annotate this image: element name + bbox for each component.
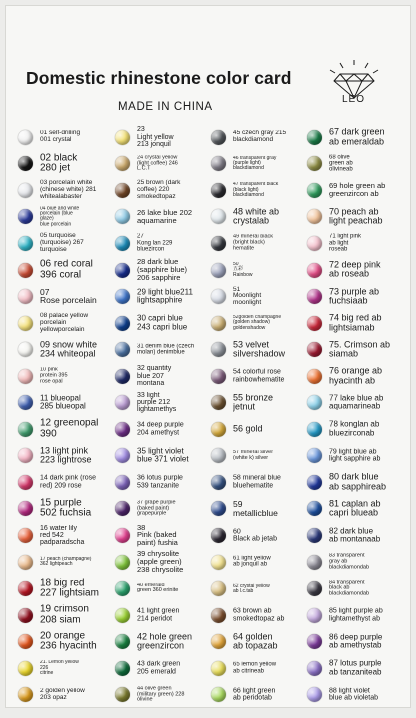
color-swatch-item bbox=[307, 283, 405, 310]
swatch-label: 61 light yellow ab jonquil ab bbox=[233, 555, 271, 569]
color-swatch-item bbox=[18, 230, 116, 257]
rhinestone-swatch bbox=[115, 236, 130, 251]
swatch-label: 34 deep purple 204 amethyst bbox=[137, 421, 184, 437]
rhinestone-swatch bbox=[115, 369, 130, 384]
rhinestone-swatch bbox=[115, 263, 130, 278]
swatch-label: 77 lake blue ab aquamarineab bbox=[329, 394, 384, 411]
color-swatch-item bbox=[18, 469, 116, 496]
swatch-label: 56 gold bbox=[233, 424, 263, 434]
rhinestone-swatch bbox=[115, 395, 130, 410]
color-swatch-item bbox=[211, 390, 309, 417]
rhinestone-swatch bbox=[18, 634, 33, 649]
swatch-label: 40 emerald green 360 erinite bbox=[137, 582, 179, 594]
rhinestone-swatch bbox=[115, 475, 130, 490]
rhinestone-swatch bbox=[211, 130, 226, 145]
color-swatch-item bbox=[115, 628, 213, 655]
swatch-label: 51 Moonlight moonlight bbox=[233, 286, 262, 306]
color-swatch-item bbox=[115, 575, 213, 602]
rhinestone-swatch bbox=[307, 555, 322, 570]
swatch-column-2 bbox=[115, 124, 213, 708]
rhinestone-swatch bbox=[211, 501, 226, 516]
swatch-label: 80 dark blue ab sapphireab bbox=[329, 472, 387, 492]
color-swatch-item bbox=[115, 549, 213, 576]
swatch-label: 72 deep pink ab roseab bbox=[329, 260, 381, 280]
color-swatch-item bbox=[115, 682, 213, 708]
color-swatch-item bbox=[211, 151, 309, 178]
rhinestone-swatch bbox=[307, 634, 322, 649]
swatch-column-3 bbox=[211, 124, 309, 708]
rhinestone-swatch bbox=[211, 156, 226, 171]
rhinestone-swatch bbox=[211, 608, 226, 623]
swatch-label: 37 grape purple (baked paint) grapepurple bbox=[137, 500, 176, 517]
swatch-label: 08 palace yellow porcelain yellowporcelain bbox=[40, 312, 89, 333]
color-swatch-item bbox=[18, 363, 116, 390]
rhinestone-swatch bbox=[307, 263, 322, 278]
swatch-label: 26 lake blue 202 aquamarine bbox=[137, 209, 193, 225]
color-swatch-item bbox=[115, 177, 213, 204]
color-swatch-item bbox=[307, 522, 405, 549]
swatch-label: 07 Rose porcelain bbox=[40, 287, 97, 306]
color-swatch-item bbox=[18, 204, 116, 231]
color-card bbox=[5, 5, 411, 708]
rhinestone-swatch bbox=[18, 183, 33, 198]
color-swatch-item bbox=[211, 655, 309, 682]
rhinestone-swatch bbox=[115, 316, 130, 331]
rhinestone-swatch bbox=[307, 528, 322, 543]
swatch-label: 47 transparent black (black light) blackdiamond bbox=[233, 182, 279, 198]
color-swatch-item bbox=[115, 469, 213, 496]
color-swatch-item bbox=[18, 177, 116, 204]
color-swatch-item bbox=[307, 336, 405, 363]
color-swatch-item bbox=[211, 257, 309, 284]
color-swatch-item bbox=[115, 283, 213, 310]
rhinestone-swatch bbox=[18, 501, 33, 516]
swatch-column-1 bbox=[18, 124, 116, 708]
swatch-label: 38 Pink (baked paint) fushia bbox=[137, 523, 178, 548]
swatch-label: 53 velvet silvershadow bbox=[233, 340, 286, 359]
color-swatch-item bbox=[115, 230, 213, 257]
swatch-label: 57 mineral silver (white k) silver bbox=[233, 450, 274, 461]
swatch-label: 04 blue and white porcelain (blue glaze) blue porcelain bbox=[40, 206, 80, 228]
swatch-label: 81 caplan ab capri blueab bbox=[329, 499, 381, 518]
rhinestone-swatch bbox=[115, 289, 130, 304]
swatch-label: 23 Light yellow 213 jonquil bbox=[137, 126, 174, 148]
swatch-label: 03 porcelain white (chinese white) 281 whitealabaster bbox=[40, 180, 97, 200]
rhinestone-swatch bbox=[115, 501, 130, 516]
color-swatch-item bbox=[211, 336, 309, 363]
color-swatch-item bbox=[307, 682, 405, 708]
swatch-label: 41 light green 214 peridot bbox=[137, 607, 180, 623]
rhinestone-swatch bbox=[18, 289, 33, 304]
color-swatch-item bbox=[115, 496, 213, 523]
rhinestone-swatch bbox=[18, 130, 33, 145]
rhinestone-swatch bbox=[307, 422, 322, 437]
swatch-label: 73 purple ab fuchsiaab bbox=[329, 287, 380, 306]
swatch-label: 32 quantity blue 207 montana bbox=[137, 365, 172, 387]
color-swatch-item bbox=[307, 443, 405, 470]
swatch-label: 83 transparent gray ab blackdiamondab bbox=[329, 553, 370, 570]
swatch-label: 68 olive green ab olivineab bbox=[329, 154, 353, 173]
color-swatch-item bbox=[211, 204, 309, 231]
rhinestone-swatch bbox=[307, 661, 322, 676]
swatch-label: 09 snow white 234 whiteopal bbox=[40, 340, 98, 359]
swatch-label: 75. Crimson ab siamab bbox=[329, 340, 391, 359]
color-swatch-item bbox=[307, 628, 405, 655]
color-swatch-item bbox=[18, 124, 116, 151]
color-swatch-item bbox=[18, 655, 116, 682]
rhinestone-swatch bbox=[211, 263, 226, 278]
swatch-label: 02 black 280 jet bbox=[40, 153, 78, 174]
rhinestone-swatch bbox=[307, 156, 322, 171]
rhinestone-swatch bbox=[211, 395, 226, 410]
color-swatch-item bbox=[115, 257, 213, 284]
swatch-label: 27 Kong lan 229 bluezircon bbox=[137, 234, 173, 253]
swatch-label: 36 lotus purple 539 tanzanite bbox=[137, 475, 183, 490]
swatch-label: 45 czech gray 215 blackdiamond bbox=[233, 130, 287, 144]
rhinestone-swatch bbox=[115, 528, 130, 543]
swatch-label: 12 greenopal 390 bbox=[40, 418, 99, 440]
color-swatch-item bbox=[115, 336, 213, 363]
color-swatch-item bbox=[307, 655, 405, 682]
color-swatch-item bbox=[18, 549, 116, 576]
swatch-label: 59 metallicblue bbox=[233, 500, 278, 518]
rhinestone-swatch bbox=[18, 581, 33, 596]
color-swatch-item bbox=[211, 230, 309, 257]
color-swatch-item bbox=[307, 549, 405, 576]
swatch-label: 50 五彩 Rainbow bbox=[233, 262, 253, 278]
swatch-label: 63 brown ab smokedtopaz ab bbox=[233, 607, 285, 623]
swatch-label: 25 brown (dark coffee) 220 smokedtopaz bbox=[137, 180, 181, 200]
swatch-label: 69 hole green ab greenzircon ab bbox=[329, 182, 386, 199]
color-swatch-item bbox=[307, 390, 405, 417]
swatch-label: 20 orange 236 hyacinth bbox=[40, 631, 97, 652]
swatch-label: 64 golden ab topazab bbox=[233, 632, 278, 651]
color-swatch-item bbox=[211, 469, 309, 496]
rhinestone-swatch bbox=[18, 395, 33, 410]
swatch-label: 31 denim blue (czech molan) denimblue bbox=[137, 343, 195, 356]
color-swatch-item bbox=[18, 257, 116, 284]
rhinestone-swatch bbox=[307, 608, 322, 623]
rhinestone-swatch bbox=[115, 183, 130, 198]
rhinestone-swatch bbox=[18, 342, 33, 357]
color-swatch-item bbox=[115, 416, 213, 443]
swatch-label: 74 big red ab lightsiamab bbox=[329, 313, 382, 333]
rhinestone-swatch bbox=[211, 183, 226, 198]
rhinestone-swatch bbox=[18, 475, 33, 490]
swatch-label: 43 dark green 205 emerald bbox=[137, 660, 181, 676]
color-swatch-item bbox=[211, 124, 309, 151]
rhinestone-swatch bbox=[307, 581, 322, 596]
color-swatch-item bbox=[211, 628, 309, 655]
rhinestone-swatch bbox=[211, 422, 226, 437]
color-swatch-item bbox=[307, 575, 405, 602]
color-swatch-item bbox=[115, 204, 213, 231]
swatch-label: 18 big red 227 lightsiam bbox=[40, 578, 99, 599]
swatch-label: 42 hole green greenzircon bbox=[137, 632, 193, 651]
swatch-label: 28 dark blue (sapphire blue) 206 sapphire bbox=[137, 258, 188, 282]
rhinestone-swatch bbox=[115, 130, 130, 145]
swatch-label: 60 Black ab jetab bbox=[233, 528, 277, 543]
color-swatch-item bbox=[18, 682, 116, 708]
color-swatch-item bbox=[307, 310, 405, 337]
rhinestone-swatch bbox=[115, 422, 130, 437]
color-swatch-item bbox=[211, 310, 309, 337]
swatch-label: 10 pink protein 395 rose opal bbox=[40, 367, 68, 385]
swatch-label: 06 red coral 396 coral bbox=[40, 259, 93, 281]
swatch-column-4 bbox=[307, 124, 405, 708]
swatch-label: 78 konglan ab bluezirconab bbox=[329, 420, 380, 438]
swatch-label: 2 golden yellow 203 opaz bbox=[40, 688, 85, 701]
rhinestone-swatch bbox=[18, 528, 33, 543]
rhinestone-swatch bbox=[18, 316, 33, 331]
color-swatch-item bbox=[18, 283, 116, 310]
rhinestone-swatch bbox=[211, 581, 226, 596]
rhinestone-swatch bbox=[307, 369, 322, 384]
rhinestone-swatch bbox=[211, 342, 226, 357]
rhinestone-swatch bbox=[18, 369, 33, 384]
swatch-label: 70 peach ab light peachab bbox=[329, 207, 383, 226]
rhinestone-swatch bbox=[307, 687, 322, 702]
color-swatch-item bbox=[18, 575, 116, 602]
rhinestone-swatch bbox=[18, 422, 33, 437]
page-subtitle: MADE IN CHINA bbox=[118, 101, 213, 113]
rhinestone-swatch bbox=[18, 156, 33, 171]
rhinestone-swatch bbox=[18, 555, 33, 570]
color-swatch-item bbox=[18, 390, 116, 417]
color-swatch-item bbox=[18, 496, 116, 523]
color-swatch-item bbox=[307, 230, 405, 257]
rhinestone-swatch bbox=[211, 289, 226, 304]
rhinestone-swatch bbox=[307, 342, 322, 357]
swatch-label: 30 capri blue 243 capri blue bbox=[137, 314, 188, 332]
rhinestone-swatch bbox=[115, 608, 130, 623]
rhinestone-swatch bbox=[307, 448, 322, 463]
rhinestone-swatch bbox=[211, 634, 226, 649]
color-swatch-item bbox=[115, 124, 213, 151]
rhinestone-swatch bbox=[18, 263, 33, 278]
color-swatch-item bbox=[307, 496, 405, 523]
swatch-label: 05 turquoise (turquoise) 267 turquoise bbox=[40, 233, 84, 253]
swatch-label: 35 light violet blue 371 violet bbox=[137, 447, 189, 464]
swatch-label: 19 crimson 208 siam bbox=[40, 604, 89, 626]
rhinestone-swatch bbox=[211, 369, 226, 384]
color-swatch-item bbox=[211, 549, 309, 576]
color-swatch-item bbox=[115, 655, 213, 682]
rhinestone-swatch bbox=[18, 448, 33, 463]
color-swatch-item bbox=[211, 496, 309, 523]
swatch-label: 82 dark blue ab montanaab bbox=[329, 527, 381, 544]
rhinestone-swatch bbox=[211, 661, 226, 676]
rhinestone-swatch bbox=[18, 687, 33, 702]
color-swatch-item bbox=[18, 336, 116, 363]
color-swatch-item bbox=[18, 416, 116, 443]
rhinestone-swatch bbox=[211, 555, 226, 570]
rhinestone-swatch bbox=[211, 528, 226, 543]
rhinestone-swatch bbox=[18, 209, 33, 224]
swatch-label: 84 transparent black ab blackdiamondab bbox=[329, 579, 370, 597]
color-swatch-item bbox=[307, 363, 405, 390]
rhinestone-swatch bbox=[18, 608, 33, 623]
rhinestone-swatch bbox=[115, 634, 130, 649]
swatch-label: 79 light blue ab light sapphire ab bbox=[329, 448, 381, 463]
swatch-label: 11 blueopal 285 blueopal bbox=[40, 394, 86, 411]
swatch-label: 66 light green ab peridotab bbox=[233, 687, 276, 702]
rhinestone-swatch bbox=[115, 581, 130, 596]
color-swatch-item bbox=[211, 363, 309, 390]
color-swatch-item bbox=[211, 177, 309, 204]
swatch-label: 13 light pink 223 lightrose bbox=[40, 446, 92, 465]
rhinestone-swatch bbox=[18, 236, 33, 251]
logo-text: LEO bbox=[342, 94, 366, 105]
swatch-label: 87 lotus purple ab tanzaniteab bbox=[329, 659, 382, 677]
rhinestone-swatch bbox=[307, 316, 322, 331]
swatch-label: 33 light purple 212 lightamethys bbox=[137, 391, 177, 414]
swatch-label: 39 chrysolite (apple green) 238 chrysolite bbox=[137, 550, 184, 574]
swatch-label: 15 purple 502 fuchsia bbox=[40, 498, 92, 519]
rhinestone-swatch bbox=[307, 475, 322, 490]
rhinestone-swatch bbox=[115, 342, 130, 357]
rhinestone-swatch bbox=[115, 156, 130, 171]
swatch-label: 49 mineral black (bright black) hematite bbox=[233, 234, 274, 252]
rhinestone-swatch bbox=[115, 209, 130, 224]
swatch-label: 76 orange ab hyacinth ab bbox=[329, 366, 383, 386]
rhinestone-swatch bbox=[115, 687, 130, 702]
rhinestone-swatch bbox=[211, 209, 226, 224]
swatch-label: 55 bronze jetnut bbox=[233, 393, 274, 412]
rhinestone-swatch bbox=[307, 236, 322, 251]
color-swatch-item bbox=[307, 469, 405, 496]
swatch-label: 24 crystal yellow (light coffee) 246 L.C.T bbox=[137, 155, 178, 172]
color-swatch-item bbox=[18, 443, 116, 470]
swatch-label: 44 olive green (military green) 228 olivine bbox=[137, 686, 185, 703]
rhinestone-swatch bbox=[18, 661, 33, 676]
swatch-label: 86 deep purple ab amethystab bbox=[329, 633, 383, 650]
rhinestone-swatch bbox=[307, 289, 322, 304]
color-swatch-item bbox=[18, 522, 116, 549]
rhinestone-swatch bbox=[307, 501, 322, 516]
rhinestone-swatch bbox=[307, 395, 322, 410]
rhinestone-swatch bbox=[211, 236, 226, 251]
swatch-label: 48 white ab crystalab bbox=[233, 207, 280, 226]
color-swatch-item bbox=[115, 522, 213, 549]
rhinestone-swatch bbox=[307, 183, 322, 198]
color-swatch-item bbox=[18, 602, 116, 629]
color-swatch-item bbox=[115, 443, 213, 470]
rhinestone-swatch bbox=[211, 316, 226, 331]
color-swatch-item bbox=[18, 151, 116, 178]
swatch-label: 67 dark green ab emeraldab bbox=[329, 127, 385, 147]
color-swatch-item bbox=[211, 575, 309, 602]
swatch-label: 58 mineral blue bluehematite bbox=[233, 475, 281, 490]
color-swatch-item bbox=[211, 283, 309, 310]
rhinestone-swatch bbox=[211, 448, 226, 463]
rhinestone-swatch bbox=[115, 448, 130, 463]
swatch-label: 65 lemon yellow ab citrineab bbox=[233, 661, 277, 675]
swatch-label: 01 self-drilling 001 crystal bbox=[40, 130, 81, 144]
rhinestone-swatch bbox=[307, 130, 322, 145]
color-swatch-item bbox=[115, 602, 213, 629]
swatch-label: 29 light blue211 lightsapphire bbox=[137, 288, 193, 305]
swatch-label: 85 light purple ab lightamethyst ab bbox=[329, 607, 383, 623]
color-swatch-item bbox=[115, 310, 213, 337]
color-swatch-item bbox=[307, 257, 405, 284]
color-swatch-item bbox=[211, 443, 309, 470]
swatch-label: 62 crystal yellow ab l.c.tab bbox=[233, 583, 270, 594]
rhinestone-swatch bbox=[115, 661, 130, 676]
color-swatch-item bbox=[211, 682, 309, 708]
color-swatch-item bbox=[307, 416, 405, 443]
swatch-label: 21. Lemon yellow 226 citrine bbox=[40, 660, 79, 676]
color-swatch-item bbox=[211, 522, 309, 549]
color-swatch-item bbox=[115, 151, 213, 178]
color-swatch-item bbox=[211, 602, 309, 629]
color-swatch-item bbox=[18, 310, 116, 337]
swatch-label: 88 light violet blue ab violetab bbox=[329, 687, 379, 702]
swatch-label: 16 water lily red 542 padparadscha bbox=[40, 524, 85, 547]
color-swatch-item bbox=[307, 177, 405, 204]
color-swatch-item bbox=[307, 204, 405, 231]
color-swatch-item bbox=[115, 390, 213, 417]
color-swatch-item bbox=[307, 151, 405, 178]
swatch-label: 17 peach (champagne) 362 lightpeach bbox=[40, 556, 92, 568]
color-swatch-item bbox=[211, 416, 309, 443]
color-swatch-item bbox=[115, 363, 213, 390]
swatch-label: 71 light pink ab light roseab bbox=[329, 234, 362, 253]
swatch-label: 46 transparent gray (purple light) blackdiamond bbox=[233, 155, 277, 172]
color-swatch-item bbox=[307, 602, 405, 629]
rhinestone-swatch bbox=[307, 209, 322, 224]
rhinestone-swatch bbox=[115, 555, 130, 570]
swatch-label: 52golden champagne (golden shadow) goldenshadow bbox=[233, 315, 282, 331]
page-title: Domestic rhinestone color card bbox=[26, 68, 292, 88]
rhinestone-swatch bbox=[211, 475, 226, 490]
rhinestone-swatch bbox=[211, 687, 226, 702]
color-swatch-item bbox=[307, 124, 405, 151]
swatch-label: 14 dark pink (rose red) 209 rose bbox=[40, 475, 97, 490]
color-swatch-item bbox=[18, 628, 116, 655]
swatch-label: 54 colorful rose rainbowhematite bbox=[233, 368, 285, 384]
